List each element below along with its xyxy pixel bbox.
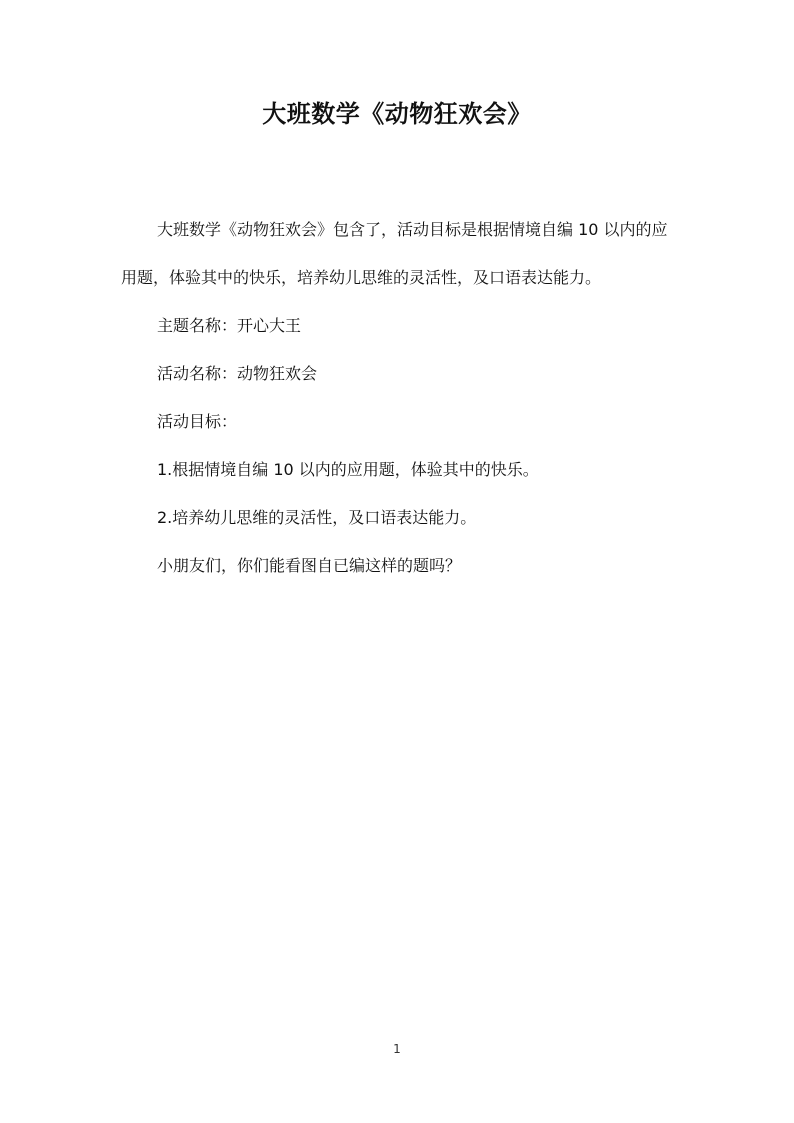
activity-name-line: 活动名称：动物狂欢会 [157,364,318,383]
document-body [121,206,677,590]
goal-item-2: 2.培养幼儿思维的灵活性，及口语表达能力。 [157,508,477,527]
document-title: 大班数学《动物狂欢会》 [262,100,532,128]
question-paragraph: 小朋友们，你们能看图自已编这样的题吗？ [157,556,462,575]
theme-name-line: 主题名称：开心大王 [157,316,302,335]
page-number: 1 [393,1042,401,1056]
intro-paragraph: 大班数学《动物狂欢会》包含了，活动目标是根据情境自编 10 以内的应用题，体验其中的快乐，培养幼儿思维的灵活性，及口语表达能力。 [121,220,668,287]
activity-goals-heading: 活动目标： [157,412,238,431]
goal-item-1: 1.根据情境自编 10 以内的应用题，体验其中的快乐。 [157,460,539,479]
